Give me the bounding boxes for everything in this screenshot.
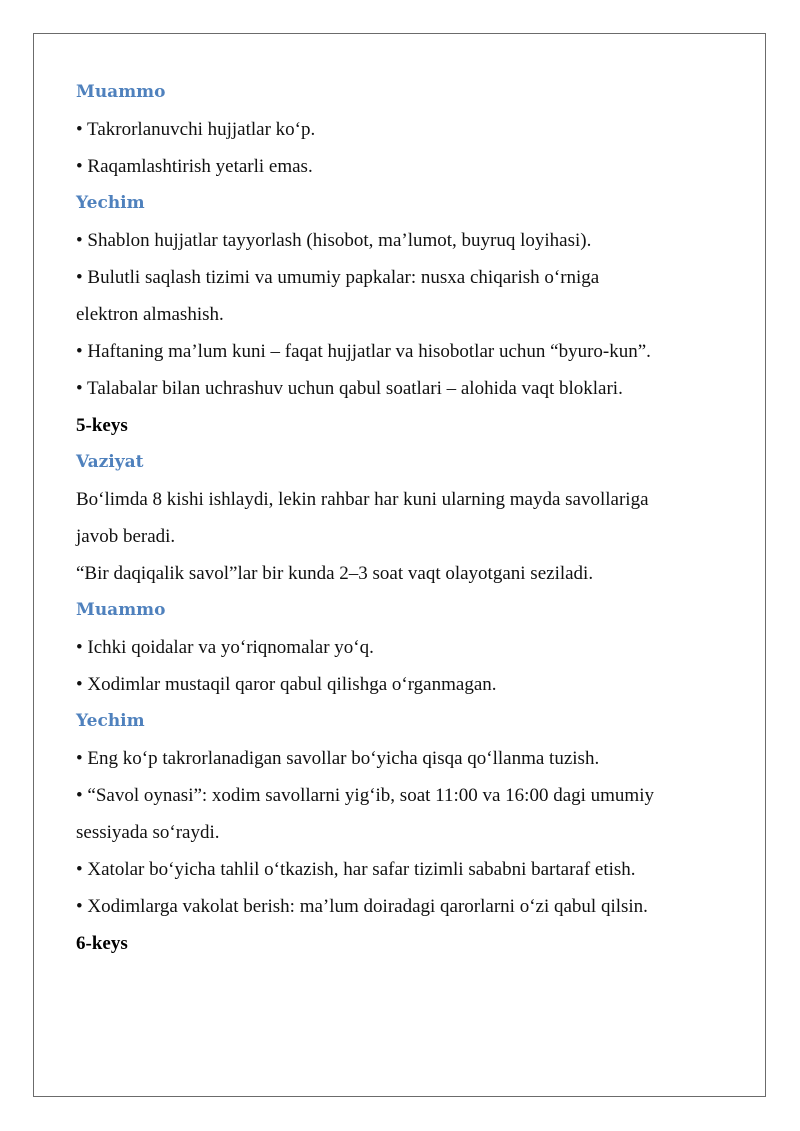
bullet-item-continuation: elektron almashish.: [76, 304, 224, 325]
bullet-item: • Xatolar bo‘yicha tahlil o‘tkazish, har safar tizimli sababni bartaraf etish.: [76, 859, 636, 880]
bullet-item: • “Savol oynasi”: xodim savollarni yig‘ib, soat 11:00 va 16:00 dagi umumiy: [76, 785, 654, 806]
section-heading-muammo: Muammo: [76, 82, 166, 102]
bullet-item: • Raqamlashtirish yetarli emas.: [76, 156, 313, 177]
bullet-item: • Bulutli saqlash tizimi va umumiy papkalar: nusxa chiqarish o‘rniga: [76, 267, 600, 288]
bullet-item: • Shablon hujjatlar tayyorlash (hisobot, ma’lumot, buyruq loyihasi).: [76, 230, 592, 251]
section-heading-yechim: Yechim: [76, 711, 145, 731]
paragraph-line: Bo‘limda 8 kishi ishlaydi, lekin rahbar har kuni ularning mayda savollariga: [76, 489, 649, 510]
paragraph-line: javob beradi.: [76, 526, 176, 547]
case-title-6: 6-keys: [76, 933, 128, 954]
bullet-item: • Haftaning ma’lum kuni – faqat hujjatlar va hisobotlar uchun “byuro-kun”.: [76, 341, 651, 362]
bullet-item: • Xodimlarga vakolat berish: ma’lum doiradagi qarorlarni o‘zi qabul qilsin.: [76, 896, 648, 917]
paragraph-line: “Bir daqiqalik savol”lar bir kunda 2–3 soat vaqt olayotgani seziladi.: [76, 563, 594, 584]
case-title-5: 5-keys: [76, 415, 128, 436]
bullet-item: • Xodimlar mustaqil qaror qabul qilishga o‘rganmagan.: [76, 674, 497, 695]
section-heading-yechim: Yechim: [76, 193, 145, 213]
bullet-item: • Talabalar bilan uchrashuv uchun qabul soatlari – alohida vaqt bloklari.: [76, 378, 623, 399]
bullet-item-continuation: sessiyada so‘raydi.: [76, 822, 220, 843]
bullet-item: • Eng ko‘p takrorlanadigan savollar bo‘yicha qisqa qo‘llanma tuzish.: [76, 748, 600, 769]
bullet-item: • Takrorlanuvchi hujjatlar ko‘p.: [76, 119, 316, 140]
document-body: [76, 74, 756, 962]
section-heading-muammo: Muammo: [76, 600, 166, 620]
section-heading-vaziyat: Vaziyat: [76, 452, 144, 472]
bullet-item: • Ichki qoidalar va yo‘riqnomalar yo‘q.: [76, 637, 374, 658]
